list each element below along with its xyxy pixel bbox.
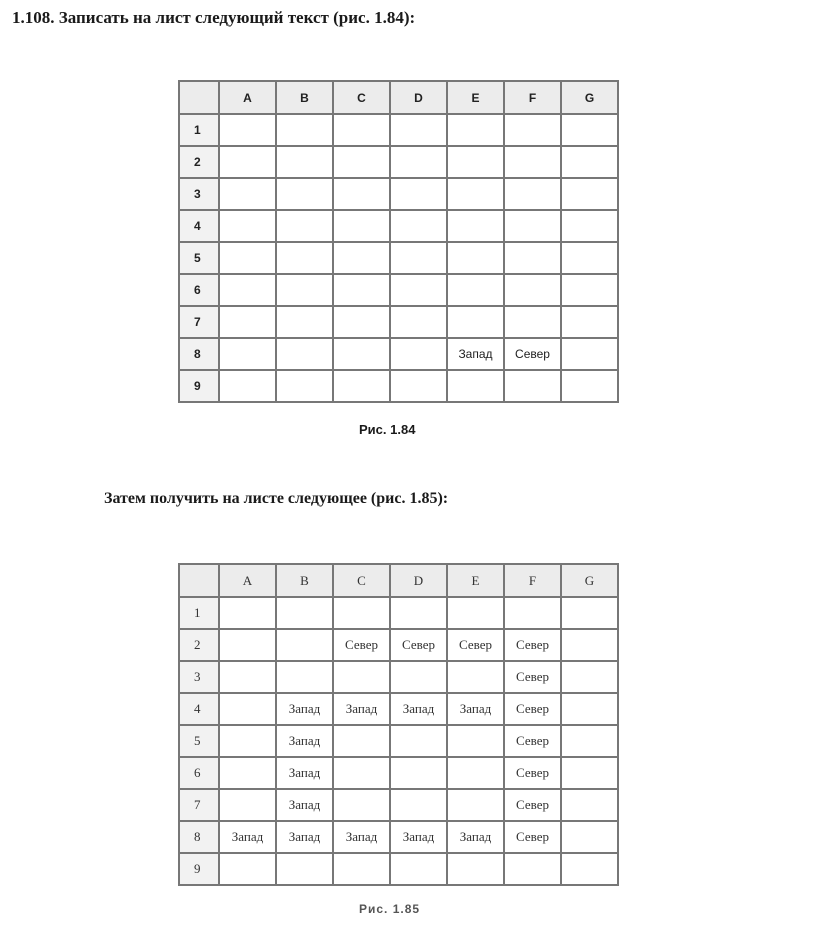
cell: Север: [390, 629, 447, 661]
cell: [447, 274, 504, 306]
row-header: 7: [179, 306, 219, 338]
table-row: [179, 370, 618, 402]
cell: [276, 178, 333, 210]
cell: [219, 597, 276, 629]
cell: [561, 210, 618, 242]
cell: [219, 693, 276, 725]
cell: [390, 757, 447, 789]
cell: [390, 242, 447, 274]
cell: [447, 306, 504, 338]
cell: [219, 757, 276, 789]
row-header: 1: [179, 114, 219, 146]
cell: [561, 114, 618, 146]
column-header: D: [390, 81, 447, 114]
cell: Запад: [390, 693, 447, 725]
column-header: G: [561, 81, 618, 114]
corner-cell: [179, 564, 219, 597]
column-header: C: [333, 81, 390, 114]
row-header: 8: [179, 821, 219, 853]
cell: [390, 210, 447, 242]
table-row: [179, 274, 618, 306]
cell: [447, 114, 504, 146]
cell: [333, 661, 390, 693]
cell: [219, 629, 276, 661]
cell: Север: [504, 725, 561, 757]
cell: Запад: [333, 821, 390, 853]
table-row: [179, 629, 618, 661]
row-header: 8: [179, 338, 219, 370]
cell: [504, 370, 561, 402]
table-row: [179, 597, 618, 629]
column-header: F: [504, 564, 561, 597]
cell: [219, 274, 276, 306]
table-row: [179, 146, 618, 178]
cell: [390, 661, 447, 693]
row-header: 6: [179, 757, 219, 789]
cell: Север: [504, 693, 561, 725]
cell: [390, 306, 447, 338]
column-header: B: [276, 81, 333, 114]
cell: [447, 597, 504, 629]
cell: [561, 274, 618, 306]
cell: Запад: [276, 789, 333, 821]
table-row: [179, 725, 618, 757]
cell: [333, 210, 390, 242]
cell: [561, 370, 618, 402]
cell: [276, 370, 333, 402]
cell: [447, 661, 504, 693]
table-row: [179, 757, 618, 789]
cell: [504, 306, 561, 338]
cell: [333, 306, 390, 338]
cell: [561, 661, 618, 693]
figure-caption-1-84: Рис. 1.84: [359, 422, 416, 437]
cell: [561, 853, 618, 885]
row-header: 3: [179, 661, 219, 693]
cell: [447, 370, 504, 402]
cell: [219, 853, 276, 885]
table-row: [179, 178, 618, 210]
cell: [504, 274, 561, 306]
cell: [219, 725, 276, 757]
cell: [219, 114, 276, 146]
cell: Запад: [333, 693, 390, 725]
cell: [333, 114, 390, 146]
column-header-row: [179, 81, 618, 114]
cell: [276, 338, 333, 370]
cell: [561, 757, 618, 789]
cell: [276, 210, 333, 242]
cell: Запад: [276, 757, 333, 789]
cell: [390, 725, 447, 757]
cell: [219, 210, 276, 242]
cell: [276, 274, 333, 306]
cell: [390, 597, 447, 629]
table-row: [179, 789, 618, 821]
cell: [333, 370, 390, 402]
table-row: [179, 210, 618, 242]
cell: [561, 725, 618, 757]
cell: [276, 629, 333, 661]
row-header: 1: [179, 597, 219, 629]
table-row: [179, 661, 618, 693]
cell: [447, 210, 504, 242]
cell: Север: [504, 821, 561, 853]
cell: Север: [504, 338, 561, 370]
cell: [390, 178, 447, 210]
cell: [219, 338, 276, 370]
cell: [561, 338, 618, 370]
cell: [333, 725, 390, 757]
cell: [333, 338, 390, 370]
table-row: [179, 306, 618, 338]
column-header: F: [504, 81, 561, 114]
cell: [390, 146, 447, 178]
cell: Запад: [390, 821, 447, 853]
column-header: A: [219, 81, 276, 114]
column-header: D: [390, 564, 447, 597]
cell: Запад: [276, 821, 333, 853]
cell: [333, 146, 390, 178]
table-row: [179, 693, 618, 725]
cell: [504, 242, 561, 274]
column-header: E: [447, 81, 504, 114]
cell: [561, 146, 618, 178]
cell: [390, 789, 447, 821]
cell: [276, 306, 333, 338]
cell: [276, 242, 333, 274]
cell: Север: [504, 629, 561, 661]
cell: [219, 661, 276, 693]
cell: [276, 853, 333, 885]
row-header: 6: [179, 274, 219, 306]
cell: [390, 853, 447, 885]
spreadsheet-figure-1-85: [178, 563, 619, 886]
column-header: E: [447, 564, 504, 597]
cell: [561, 693, 618, 725]
cell: [447, 789, 504, 821]
cell: [561, 629, 618, 661]
cell: [504, 114, 561, 146]
cell: [447, 178, 504, 210]
row-header: 9: [179, 853, 219, 885]
row-header: 5: [179, 725, 219, 757]
row-header: 2: [179, 629, 219, 661]
cell: Запад: [219, 821, 276, 853]
cell: [390, 114, 447, 146]
cell: Север: [504, 789, 561, 821]
cell: [276, 114, 333, 146]
cell: [504, 146, 561, 178]
cell: [447, 242, 504, 274]
cell: [276, 661, 333, 693]
column-header: B: [276, 564, 333, 597]
row-header: 2: [179, 146, 219, 178]
cell: [219, 306, 276, 338]
cell: [561, 789, 618, 821]
cell: [561, 597, 618, 629]
figure-caption-1-85: Рис. 1.85: [359, 902, 421, 916]
cell: [447, 757, 504, 789]
cell: [504, 210, 561, 242]
cell: [504, 597, 561, 629]
row-header: 3: [179, 178, 219, 210]
cell: [333, 242, 390, 274]
cell: [219, 242, 276, 274]
cell: [333, 597, 390, 629]
cell: [447, 146, 504, 178]
column-header: A: [219, 564, 276, 597]
cell: Север: [447, 629, 504, 661]
table-row: [179, 338, 618, 370]
cell: [390, 338, 447, 370]
cell: [219, 146, 276, 178]
cell: [561, 821, 618, 853]
row-header: 9: [179, 370, 219, 402]
cell: [333, 274, 390, 306]
column-header-row: [179, 564, 618, 597]
cell: Запад: [447, 821, 504, 853]
row-header: 4: [179, 210, 219, 242]
corner-cell: [179, 81, 219, 114]
cell: [219, 789, 276, 821]
cell: [504, 853, 561, 885]
cell: [561, 306, 618, 338]
row-header: 4: [179, 693, 219, 725]
cell: [276, 146, 333, 178]
exercise-title: 1.108. Записать на лист следующий текст (рис. 1.84):: [12, 8, 416, 27]
cell: Запад: [276, 725, 333, 757]
cell: [333, 789, 390, 821]
cell: [390, 370, 447, 402]
column-header: G: [561, 564, 618, 597]
cell: [390, 274, 447, 306]
cell: [333, 757, 390, 789]
cell: Запад: [447, 338, 504, 370]
table-row: [179, 242, 618, 274]
row-header: 7: [179, 789, 219, 821]
cell: Север: [504, 661, 561, 693]
cell: Запад: [447, 693, 504, 725]
cell: Запад: [276, 693, 333, 725]
cell: [276, 597, 333, 629]
spreadsheet-figure-1-84: [178, 80, 619, 403]
cell: [561, 178, 618, 210]
cell: Север: [333, 629, 390, 661]
cell: [333, 178, 390, 210]
cell: Север: [504, 757, 561, 789]
cell: [333, 853, 390, 885]
table-row: [179, 853, 618, 885]
cell: [504, 178, 561, 210]
cell: [561, 242, 618, 274]
cell: [219, 370, 276, 402]
cell: [447, 853, 504, 885]
table-row: [179, 821, 618, 853]
table-row: [179, 114, 618, 146]
cell: [219, 178, 276, 210]
cell: [447, 725, 504, 757]
row-header: 5: [179, 242, 219, 274]
instruction-paragraph: Затем получить на листе следующее (рис. 1.85):: [104, 490, 449, 507]
column-header: C: [333, 564, 390, 597]
